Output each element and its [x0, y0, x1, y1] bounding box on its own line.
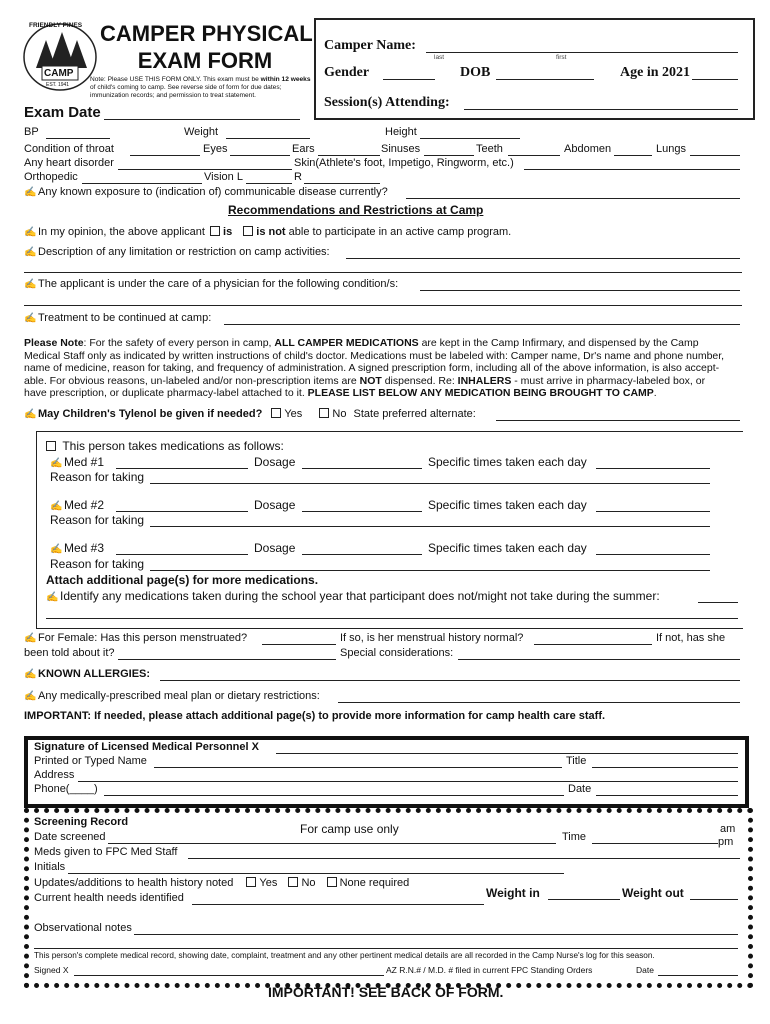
camp-use-only: For camp use only — [300, 822, 399, 836]
exposure-field[interactable] — [406, 198, 740, 199]
school-meds-row: ✍ Identify any medications taken during the school year that participant does not/might not take during the summer: — [46, 589, 660, 603]
lungs-field[interactable] — [690, 155, 740, 156]
bp-label: BP — [24, 126, 39, 138]
camper-name-label: Camper Name: — [324, 38, 416, 53]
weight-out-field[interactable] — [690, 899, 738, 900]
told-about-label: been told about it? — [24, 647, 115, 659]
height-label: Height — [385, 126, 417, 138]
first-label: first — [556, 54, 567, 61]
opinion-row: ✍ In my opinion, the above applicant is is not able to participate in an active camp program. — [24, 226, 512, 238]
observational-field-2[interactable] — [34, 948, 738, 949]
throat-field[interactable] — [130, 155, 200, 156]
age-label: Age in 2021 — [620, 65, 690, 80]
time-label: Time — [562, 831, 587, 843]
meds-given-label: Meds given to FPC Med Staff — [34, 846, 178, 858]
menstrual-normal-field[interactable] — [534, 644, 652, 645]
phone-field[interactable] — [104, 795, 564, 796]
weight-label: Weight — [184, 126, 219, 138]
signed-field[interactable] — [74, 975, 384, 976]
pencil-icon: ✍ — [24, 247, 37, 258]
med3-dosage-field[interactable] — [302, 554, 422, 555]
med2-dosage-field[interactable] — [302, 511, 422, 512]
abdomen-field[interactable] — [614, 155, 652, 156]
med2-reason-field[interactable] — [150, 526, 710, 527]
initials-field[interactable] — [68, 873, 564, 874]
initials-label: Initials — [34, 861, 66, 873]
allergies-row: ✍ KNOWN ALLERGIES: — [24, 668, 151, 680]
phone-label: Phone(____) — [34, 783, 98, 795]
pencil-icon: ✍ — [24, 691, 37, 702]
signature-label: Signature of Licensed Medical Personnel X — [34, 741, 259, 753]
session-label: Session(s) Attending: — [324, 95, 450, 110]
record-note: This person's complete medical record, showing date, complaint, treatment and any other pertinent medical details are all recorded in the Camp Nurse's log for this season. — [34, 951, 655, 960]
attach-meds-note: Attach additional page(s) for more medications. — [46, 573, 319, 587]
eyes-label: Eyes — [203, 143, 228, 155]
med2-dosage-label: Dosage — [254, 498, 296, 512]
skin-label: Skin(Athlete's foot, Impetigo, Ringworm, etc.) — [294, 157, 514, 169]
gender-label: Gender — [324, 65, 370, 80]
current-needs-field[interactable] — [192, 904, 484, 905]
date-screened-label: Date screened — [34, 831, 106, 843]
pencil-icon: ✍ — [24, 633, 37, 644]
dob-field[interactable] — [496, 79, 594, 80]
treatment-field[interactable] — [224, 324, 740, 325]
teeth-field[interactable] — [508, 155, 560, 156]
weight-in-field[interactable] — [548, 899, 620, 900]
med3-reason-label: Reason for taking — [50, 557, 145, 571]
limitations-field[interactable] — [346, 258, 740, 259]
limitations-field-2[interactable] — [24, 272, 742, 273]
if-not-label: If not, has she — [656, 632, 726, 644]
school-meds-field[interactable] — [698, 602, 738, 603]
menstrual-normal-label: If so, is her menstrual history normal? — [340, 632, 524, 644]
tylenol-no-checkbox[interactable] — [319, 408, 329, 418]
special-considerations-label: Special considerations: — [340, 647, 454, 659]
screen-date-field[interactable] — [658, 975, 738, 976]
menstruated-row: ✍ For Female: Has this person menstruated? — [24, 632, 248, 644]
meds-intro: This person takes medications as follows: — [44, 439, 284, 453]
sinuses-field[interactable] — [424, 155, 474, 156]
updates-none-checkbox[interactable] — [327, 877, 337, 887]
med3-label: ✍ Med #3 — [50, 541, 105, 555]
screening-heading: Screening Record — [34, 816, 129, 828]
ears-label: Ears — [292, 143, 315, 155]
pencil-icon: ✍ — [50, 501, 63, 512]
med1-reason-field[interactable] — [150, 483, 710, 484]
special-considerations-field[interactable] — [458, 659, 740, 660]
current-needs-label: Current health needs identified — [34, 892, 184, 904]
please-note-text: Please Note: For the safety of every person in camp, ALL CAMPER MEDICATIONS are kept in the Camp Infirmary, and dispensed by the Camp Medical Staff only as indicated by written instructions of child's doctor. Medications must be labeled with: Camper name, Dr's name and phone number, name of medicine, reason for taking, and frequency of administration. A signed prescription form, including all of the above information, is also accept- able. For obvious reasons, un-labeled and/or non-prescription items are NOT dispensed. Re: INHALERS - must arrive in pharmacy-labeled box, or have prescription, or duplicate pharmacy-label attached to it. PLEASE LIST BELOW ANY MEDICATION BEING BROUGHT TO CAMP. — [24, 337, 725, 399]
dob-label: DOB — [460, 65, 491, 80]
allergies-field[interactable] — [160, 680, 740, 681]
med3-dosage-label: Dosage — [254, 541, 296, 555]
med3-times-label: Specific times taken each day — [428, 541, 587, 555]
med3-field[interactable] — [116, 554, 248, 555]
form-title-line1: CAMPER PHYSICAL — [100, 21, 313, 46]
weight-out-label: Weight out — [622, 886, 684, 900]
tylenol-yes-checkbox[interactable] — [271, 408, 281, 418]
school-meds-field-2[interactable] — [46, 618, 738, 619]
pencil-icon: ✍ — [24, 227, 37, 238]
med2-times-field[interactable] — [596, 511, 710, 512]
printed-name-label: Printed or Typed Name — [34, 755, 147, 767]
gender-field[interactable] — [383, 79, 435, 80]
logo-camp-text: CAMP — [44, 68, 74, 79]
address-label: Address — [34, 769, 75, 781]
pencil-icon: ✍ — [24, 187, 37, 198]
abdomen-label: Abdomen — [564, 143, 612, 155]
heart-field[interactable] — [118, 169, 292, 170]
updates-no-checkbox[interactable] — [288, 877, 298, 887]
pencil-icon: ✍ — [24, 313, 37, 324]
last-label: last — [434, 54, 445, 61]
title-field[interactable] — [592, 767, 738, 768]
tylenol-row: ✍ May Children's Tylenol be given if needed? Yes No State preferred alternate: — [24, 408, 476, 420]
physician-field-2[interactable] — [24, 305, 742, 306]
skin-field[interactable] — [524, 169, 740, 170]
is-not-checkbox[interactable] — [243, 226, 253, 236]
time-field[interactable] — [592, 843, 718, 844]
ortho-label: Orthopedic — [24, 171, 78, 183]
updates-yes-checkbox[interactable] — [246, 877, 256, 887]
vision-r-label: R — [294, 171, 302, 183]
med3-reason-field[interactable] — [150, 570, 710, 571]
sinuses-label: Sinuses — [381, 143, 421, 155]
signed-label: Signed X — [34, 965, 69, 975]
ortho-field[interactable] — [82, 183, 202, 184]
date-screened-field[interactable] — [108, 843, 556, 844]
med1-reason-label: Reason for taking — [50, 470, 145, 484]
observational-label: Observational notes — [34, 922, 132, 934]
sig-date-field[interactable] — [596, 795, 738, 796]
exam-date-field[interactable] — [104, 119, 300, 120]
printed-name-field[interactable] — [154, 767, 562, 768]
logo-top-text: FRIENDLY PINES — [29, 22, 83, 29]
pencil-icon: ✍ — [50, 544, 63, 555]
throat-label: Condition of throat — [24, 143, 114, 155]
med1-times-field[interactable] — [596, 468, 710, 469]
title-label: Title — [566, 755, 587, 767]
camper-name-field[interactable] — [426, 52, 738, 53]
exam-date-label: Exam Date — [24, 104, 101, 121]
is-checkbox[interactable] — [210, 226, 220, 236]
session-field[interactable] — [464, 109, 738, 110]
med2-times-label: Specific times taken each day — [428, 498, 587, 512]
form-note: Note: Please USE THIS FORM ONLY. This exam must be within 12 weeks of child's coming to camp. See reverse side of form for due dates; immunization records; and permission to treat statement. — [90, 76, 311, 99]
lungs-label: Lungs — [656, 143, 686, 155]
pencil-icon: ✍ — [24, 669, 37, 680]
menstruated-field[interactable] — [262, 644, 336, 645]
pencil-icon: ✍ — [24, 409, 37, 420]
med2-label: ✍ Med #2 — [50, 498, 105, 512]
exposure-row: ✍ Any known exposure to (indication of) communicable disease currently? — [24, 186, 388, 198]
med1-times-label: Specific times taken each day — [428, 455, 587, 469]
address-field[interactable] — [78, 781, 738, 782]
height-field[interactable] — [420, 138, 520, 139]
limitations-row: ✍ Description of any limitation or restriction on camp activities: — [24, 246, 330, 258]
vision-r-field[interactable] — [304, 183, 380, 184]
physician-row: ✍ The applicant is under the care of a physician for the following condition/s: — [24, 278, 399, 290]
med3-times-field[interactable] — [596, 554, 710, 555]
weight-in-label: Weight in — [486, 886, 540, 900]
teeth-label: Teeth — [476, 143, 503, 155]
tylenol-alternate-field[interactable] — [496, 420, 740, 421]
meal-plan-field[interactable] — [338, 702, 740, 703]
weight-field[interactable] — [226, 138, 310, 139]
pencil-icon: ✍ — [50, 458, 63, 469]
important-note: IMPORTANT: If needed, please attach additional page(s) to provide more information for camp health care staff. — [24, 710, 606, 722]
med1-dosage-field[interactable] — [302, 468, 422, 469]
screen-date-label: Date — [636, 965, 654, 975]
azrn-label: AZ R.N.# / M.D. # filed in current FPC Standing Orders — [386, 965, 593, 975]
pm-label: pm — [718, 836, 734, 848]
vision-l-field[interactable] — [246, 183, 292, 184]
vision-label: Vision L — [204, 171, 243, 183]
med1-field[interactable] — [116, 468, 248, 469]
form-title-line2: EXAM FORM — [137, 48, 273, 73]
logo-est-text: EST. 1941 — [46, 82, 70, 88]
pencil-icon: ✍ — [46, 592, 59, 603]
ears-field[interactable] — [318, 155, 380, 156]
med2-field[interactable] — [116, 511, 248, 512]
eyes-field[interactable] — [230, 155, 290, 156]
age-field[interactable] — [692, 79, 738, 80]
meal-plan-row: ✍ Any medically-prescribed meal plan or dietary restrictions: — [24, 690, 320, 702]
pencil-icon: ✍ — [24, 279, 37, 290]
signature-field[interactable] — [276, 753, 738, 754]
meds-given-field[interactable] — [188, 858, 740, 859]
physician-field[interactable] — [420, 290, 740, 291]
observational-field[interactable] — [134, 934, 738, 935]
footer-important: IMPORTANT! SEE BACK OF FORM. — [268, 984, 504, 1000]
recommendations-heading: Recommendations and Restrictions at Camp — [228, 203, 484, 217]
sig-date-label: Date — [568, 783, 592, 795]
med2-reason-label: Reason for taking — [50, 513, 145, 527]
treatment-row: ✍ Treatment to be continued at camp: — [24, 312, 212, 324]
med1-dosage-label: Dosage — [254, 455, 296, 469]
am-label: am — [720, 823, 736, 835]
bp-field[interactable] — [46, 138, 110, 139]
told-about-field[interactable] — [118, 659, 336, 660]
heart-label: Any heart disorder — [24, 157, 114, 169]
updates-row: Updates/additions to health history noted Yes No None required — [34, 877, 410, 889]
med1-label: ✍ Med #1 — [50, 455, 105, 469]
takes-meds-checkbox[interactable] — [46, 441, 56, 451]
